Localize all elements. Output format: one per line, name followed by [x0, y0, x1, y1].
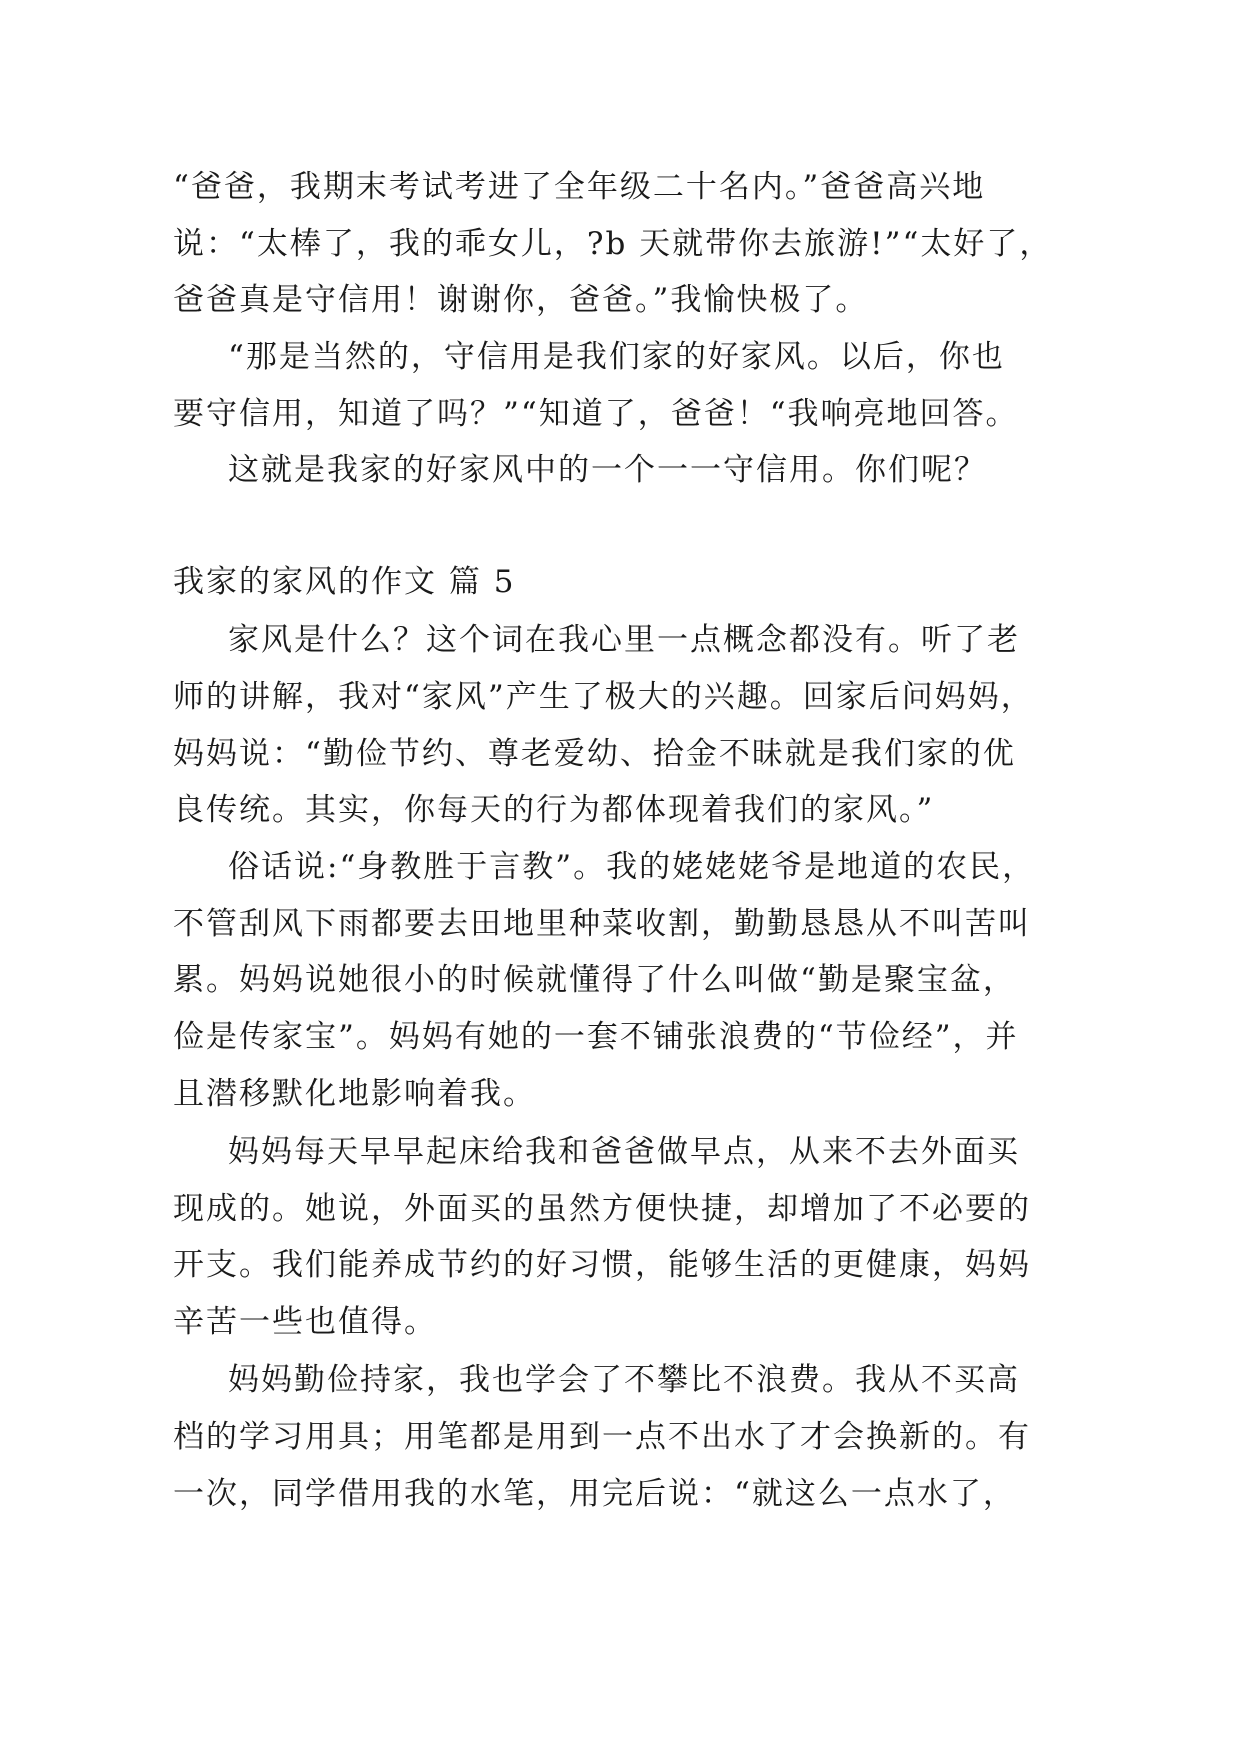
text-line: 妈妈勤俭持家，我也学会了不攀比不浪费。我从不买高: [228, 1362, 1020, 1398]
text-line: 俗话说:“身教胜于言教”。我的姥姥姥爷是地道的农民，: [228, 849, 1036, 885]
text-line: 家风是什么？这个词在我心里一点概念都没有。听了老: [228, 622, 1020, 658]
text-line: “那是当然的，守信用是我们家的好家风。以后，你也: [228, 339, 1005, 375]
section-heading: 我家的家风的作文 篇 5: [173, 564, 516, 600]
text-line: 辛苦一些也值得。: [173, 1304, 437, 1340]
text-line: 现成的。她说，外面买的虽然方便快捷，却增加了不必要的: [173, 1191, 1031, 1227]
text-line: 师的讲解，我对“家风”产生了极大的兴趣。回家后问妈妈，: [173, 679, 1034, 715]
text-line: 且潜移默化地影响着我。: [173, 1076, 536, 1112]
text-line: 良传统。其实，你每天的行为都体现着我们的家风。”: [173, 792, 935, 828]
text-line: 开支。我们能养成节约的好习惯，能够生活的更健康，妈妈: [173, 1247, 1031, 1283]
text-line: 爸爸真是守信用！谢谢你，爸爸。”我愉快极了。: [173, 282, 869, 318]
text-line: 妈妈每天早早起床给我和爸爸做早点，从来不去外面买: [228, 1134, 1020, 1170]
text-line: “爸爸，我期末考试考进了全年级二十名内。”爸爸高兴地: [173, 169, 986, 205]
text-line: 妈妈说：“勤俭节约、尊老爱幼、拾金不昧就是我们家的优: [173, 736, 1016, 772]
text-line: 这就是我家的好家风中的一个一一守信用。你们呢？: [228, 452, 987, 488]
text-line: 不管刮风下雨都要去田地里种菜收割，勤勤恳恳从不叫苦叫: [173, 906, 1031, 942]
text-line: 累。妈妈说她很小的时候就懂得了什么叫做“勤是聚宝盆，: [173, 962, 1016, 998]
text-line: 档的学习用具；用笔都是用到一点不出水了才会换新的。有: [173, 1419, 1031, 1455]
text-line: 俭是传家宝”。妈妈有她的一套不铺张浪费的“节俭经”，并: [173, 1019, 1019, 1055]
text-line: 要守信用，知道了吗？”“知道了，爸爸！“我响亮地回答。: [173, 396, 1019, 432]
text-line: 说：“太棒了，我的乖女儿，?b 天就带你去旅游!”“太好了，: [173, 226, 1053, 262]
text-line: 一次，同学借用我的水笔，用完后说：“就这么一点水了，: [173, 1476, 1016, 1512]
